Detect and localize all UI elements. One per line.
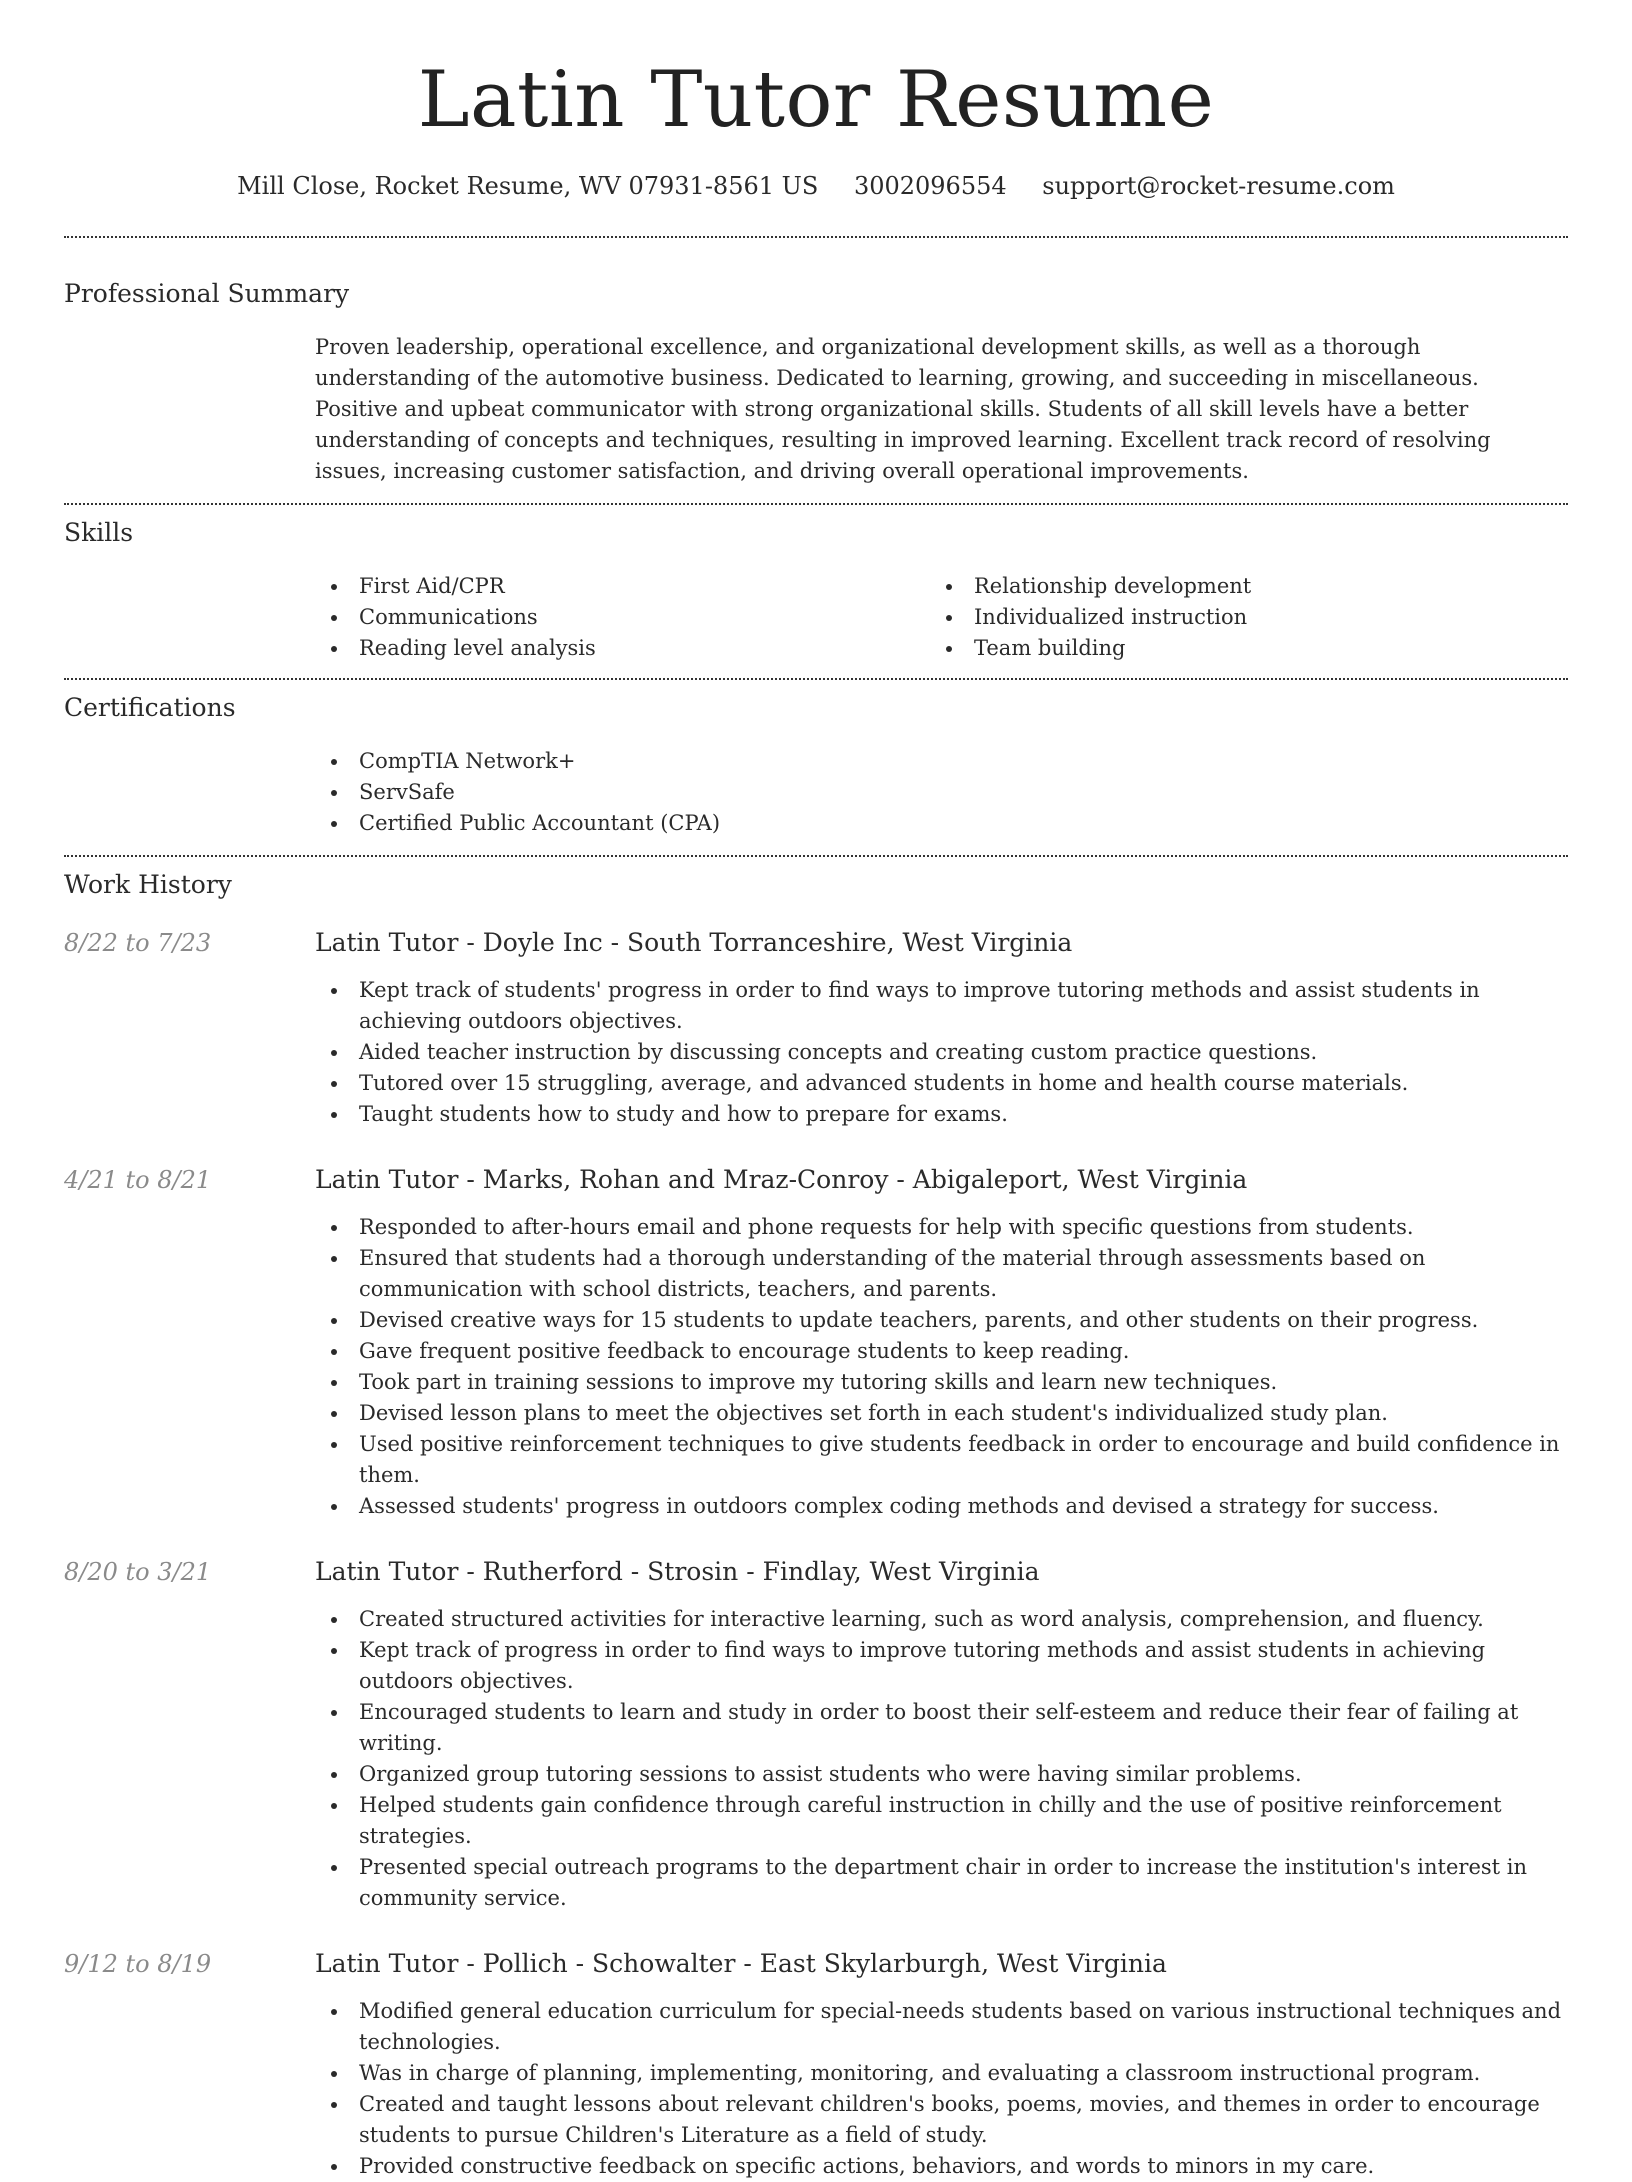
- job-entry: [64, 1948, 1568, 2182]
- divider: [64, 236, 1568, 238]
- job-bullet: Presented special outreach programs to the department chair in order to increase the institution's interest in community service.: [315, 1852, 1568, 1914]
- job-bullet: Modified general education curriculum for special-needs students based on various instructional techniques and technologies.: [315, 1996, 1568, 2058]
- skill-item: Reading level analysis: [315, 633, 930, 664]
- certification-item: Certified Public Accountant (CPA): [315, 808, 1568, 839]
- skill-item: Communications: [315, 602, 930, 633]
- resume-page: [64, 0, 1568, 2178]
- job-bullet: Created and taught lessons about relevant children's books, poems, movies, and themes in order to encourage students to pursue Children's Literature as a field of study.: [315, 2089, 1568, 2151]
- job-bullet: Ensured that students had a thorough understanding of the material through assessments based on communication with school districts, teachers, and parents.: [315, 1243, 1568, 1305]
- job-bullets: [315, 1996, 1568, 2182]
- job-date: 8/22 to 7/23: [64, 929, 212, 957]
- job-title: Latin Tutor - Rutherford - Strosin - Findlay, West Virginia: [315, 1557, 1040, 1586]
- job-date: 4/21 to 8/21: [64, 1166, 212, 1194]
- job-title: Latin Tutor - Pollich - Schowalter - East Skylarburgh, West Virginia: [315, 1949, 1167, 1978]
- job-bullet: Kept track of progress in order to find ways to improve tutoring methods and assist students in achieving outdoors objectives.: [315, 1635, 1568, 1697]
- job-bullet: Assessed students' progress in outdoors complex coding methods and devised a strategy for success.: [315, 1491, 1568, 1522]
- job-entry: [64, 1164, 1568, 1522]
- summary-text: Proven leadership, operational excellence, and organizational development skills, as well as a thorough understanding of the automotive business. Dedicated to learning, growing, and succeeding in miscellaneous. Positive and upbeat communicator with strong organizational skills. Students of all skill levels have a better understanding of concepts and techniques, resulting in improved learning. Excellent track record of resolving issues, increasing customer satisfaction, and driving overall operational improvements.: [315, 335, 1491, 483]
- skills-list-left: [315, 571, 930, 664]
- job-bullet: Used positive reinforcement techniques to give students feedback in order to encourage and build confidence in them.: [315, 1429, 1568, 1491]
- job-bullet: Gave frequent positive feedback to encourage students to keep reading.: [315, 1336, 1568, 1367]
- skill-item: First Aid/CPR: [315, 571, 930, 602]
- job-bullet: Encouraged students to learn and study in order to boost their self-esteem and reduce their fear of failing at writing.: [315, 1697, 1568, 1759]
- job-date: 8/20 to 3/21: [64, 1558, 212, 1586]
- job-bullet: Was in charge of planning, implementing, monitoring, and evaluating a classroom instructional program.: [315, 2058, 1568, 2089]
- job-bullet: Helped students gain confidence through careful instruction in chilly and the use of positive reinforcement strategies.: [315, 1790, 1568, 1852]
- job-bullets: [315, 1604, 1568, 1914]
- section-title-work-history: Work History: [64, 870, 232, 899]
- contact-address: Mill Close, Rocket Resume, WV 07931-8561 US: [237, 172, 819, 200]
- job-details: [315, 1212, 1568, 1522]
- job-bullet: Devised lesson plans to meet the objectives set forth in each student's individualized study plan.: [315, 1398, 1568, 1429]
- job-bullet: Took part in training sessions to improve my tutoring skills and learn new techniques.: [315, 1367, 1568, 1398]
- divider: [64, 855, 1568, 857]
- job-bullet: Kept track of students' progress in order to find ways to improve tutoring methods and assist students in achieving outdoors objectives.: [315, 975, 1568, 1037]
- job-bullet: Responded to after-hours email and phone requests for help with specific questions from students.: [315, 1212, 1568, 1243]
- section-title-skills: Skills: [64, 518, 134, 547]
- work-history-section: [64, 869, 1568, 2182]
- job-bullet: Organized group tutoring sessions to assist students who were having similar problems.: [315, 1759, 1568, 1790]
- job-bullet: Created structured activities for interactive learning, such as word analysis, comprehension, and fluency.: [315, 1604, 1568, 1635]
- skills-list-right: [930, 571, 1545, 664]
- job-bullet: Devised creative ways for 15 students to update teachers, parents, and other students on their progress.: [315, 1305, 1568, 1336]
- job-entry: [64, 1556, 1568, 1914]
- job-bullet: Provided constructive feedback on specific actions, behaviors, and words to minors in my care.: [315, 2151, 1568, 2182]
- certifications-section: [64, 692, 1568, 839]
- skill-item: Relationship development: [930, 571, 1545, 602]
- section-title-certifications: Certifications: [64, 693, 236, 722]
- job-entry: [64, 927, 1568, 1130]
- summary-section: [64, 278, 1568, 487]
- certifications-list: [315, 746, 1568, 839]
- page-title: Latin Tutor Resume: [417, 55, 1215, 145]
- job-bullets: [315, 1212, 1568, 1522]
- job-details: [315, 1996, 1568, 2182]
- contact-phone: 3002096554: [853, 172, 1007, 200]
- job-bullet: Tutored over 15 struggling, average, and advanced students in home and health course materials.: [315, 1068, 1568, 1099]
- job-title: Latin Tutor - Marks, Rohan and Mraz-Conroy - Abigaleport, West Virginia: [315, 1165, 1248, 1194]
- divider: [64, 678, 1568, 680]
- skill-item: Individualized instruction: [930, 602, 1545, 633]
- job-date: 9/12 to 8/19: [64, 1950, 212, 1978]
- job-details: [315, 975, 1568, 1130]
- section-title-summary: Professional Summary: [64, 279, 350, 308]
- skill-item: Team building: [930, 633, 1545, 664]
- job-bullets: [315, 975, 1568, 1130]
- certification-item: CompTIA Network+: [315, 746, 1568, 777]
- skills-section: [64, 517, 1568, 664]
- job-details: [315, 1604, 1568, 1914]
- certification-item: ServSafe: [315, 777, 1568, 808]
- divider: [64, 503, 1568, 505]
- contact-line: [64, 170, 1568, 202]
- job-bullet: Aided teacher instruction by discussing concepts and creating custom practice questions.: [315, 1037, 1568, 1068]
- job-bullet: Taught students how to study and how to prepare for exams.: [315, 1099, 1568, 1130]
- job-title: Latin Tutor - Doyle Inc - South Torranceshire, West Virginia: [315, 928, 1073, 957]
- contact-email: support@rocket-resume.com: [1042, 172, 1395, 200]
- skills-grid: [315, 571, 1568, 664]
- certifications-content: [315, 746, 1568, 839]
